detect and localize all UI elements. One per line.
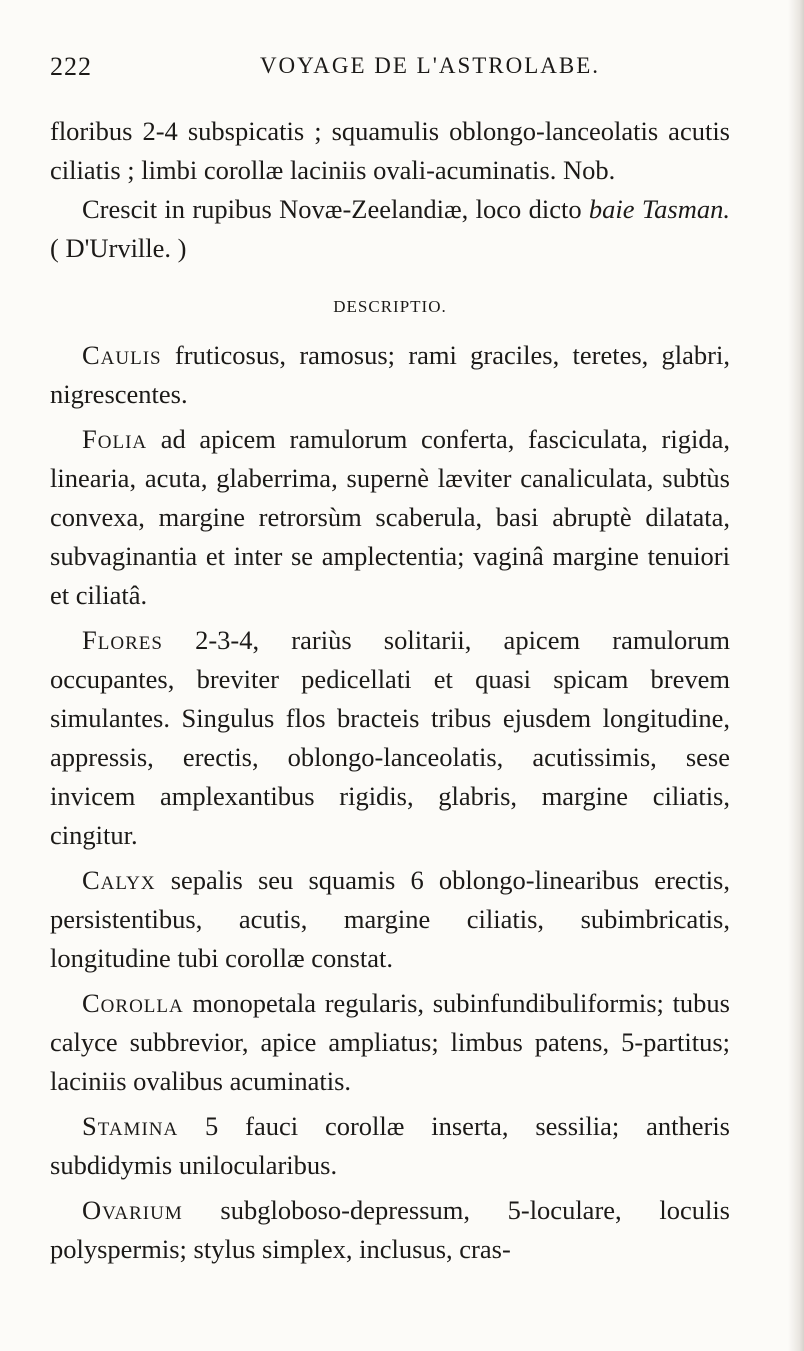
caulis-label: Caulis (82, 340, 162, 370)
page-number: 222 (50, 52, 92, 81)
paragraph-corolla (50, 984, 730, 1101)
stamina-text: 5 fauci corollæ inserta, sessilia; antheris subdidymis unilocularibus. (50, 1111, 730, 1180)
folia-text: ad apicem ramulorum conferta, fasciculata, rigida, linearia, acuta, glaberrima, supernè læviter canaliculata, subtùs convexa, margine retrorsùm scaberula, basi abruptè dilatata, subvaginantia et inter se amplectentia; vaginâ margine tenuiori et ciliatâ. (50, 424, 730, 610)
flores-label: Flores (82, 625, 163, 655)
caulis-text: fruticosus, ramosus; rami graciles, teretes, glabri, nigrescentes. (50, 340, 730, 409)
paragraph-flores (50, 621, 730, 855)
stamina-label: Stamina (82, 1111, 179, 1141)
running-head: VOYAGE DE L'ASTROLABE. (259, 53, 601, 78)
ovarium-text: subgloboso-depressum, 5-loculare, loculis polyspermis; stylus simplex, inclusus, cras- (50, 1195, 730, 1264)
paragraph-caulis (50, 336, 730, 414)
corolla-label: Corolla (82, 988, 184, 1018)
corolla-text: monopetala regularis, subinfundibuliformis; tubus calyce subbrevior, apice ampliatus; limbus patens, 5-partitus; laciniis ovalibus acuminatis. (50, 988, 730, 1096)
paragraph-folia (50, 420, 730, 615)
page-header (50, 52, 730, 92)
paragraph-ovarium (50, 1191, 730, 1269)
paragraph-stamina (50, 1107, 730, 1185)
page-edge-shadow (788, 0, 804, 1351)
flores-text: 2-3-4, rariùs solitarii, apicem ramulorum occupantes, breviter pedicellati et quasi spicam brevem simulantes. Singulus flos bracteis tribus ejusdem longitudine, appressis, erectis, oblongo-lanceolatis, acutissimis, sese invicem amplexantibus rigidis, glabris, margine ciliatis, cingitur. (50, 625, 730, 850)
folia-label: Folia (82, 424, 148, 454)
habitat-locality: baie Tasman. (588, 194, 730, 224)
ovarium-label: Ovarium (82, 1195, 183, 1225)
page-body (50, 112, 730, 1269)
paragraph-diagnosis: floribus 2-4 subspicatis ; squamulis oblongo-lanceolatis acutis ciliatis ; limbi corollæ laciniis ovali-acuminatis. Nob. (50, 116, 730, 185)
section-title: DESCRIPTIO. (333, 297, 447, 316)
calyx-text: sepalis seu squamis 6 oblongo-linearibus erectis, persistentibus, acutis, margine ciliatis, subimbricatis, longitudine tubi corollæ constat. (50, 865, 730, 973)
habitat-collector: ( D'Urville. ) (50, 233, 187, 263)
habitat-text: Crescit in rupibus Novæ-Zeelandiæ, loco dicto (82, 194, 589, 224)
paragraph-calyx (50, 861, 730, 978)
calyx-label: Calyx (82, 865, 156, 895)
paragraph-habitat (50, 190, 730, 268)
